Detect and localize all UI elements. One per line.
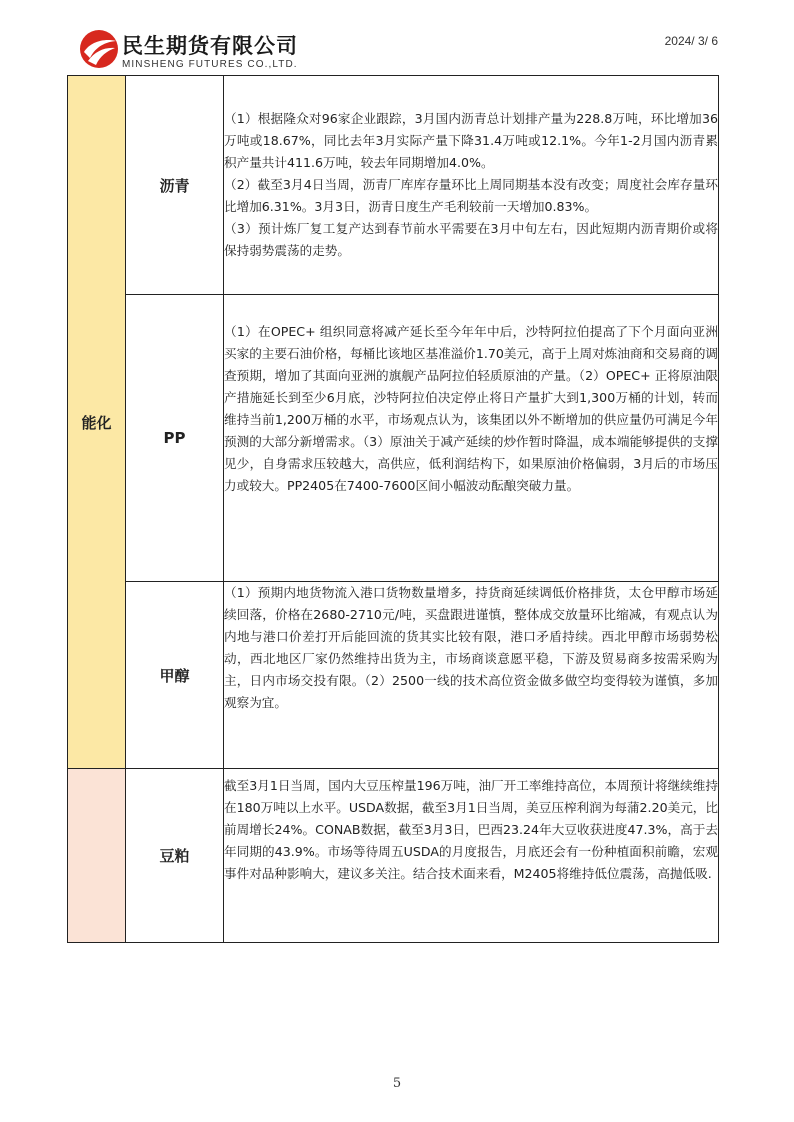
analysis-paragraph: （1）预期内地货物流入港口货物数量增多，持货商延续调低价格排货，太仓甲醇市场延续回落，价格在2680-2710元/吨，买盘跟进谨慎，整体成交放量环比缩减，有观点认为内地与港口价差打开后能回流的货其实比较有限，港口矛盾持续。西北甲醇市场弱势松动，西北地区厂家仍然维持出货为主，市场商谈意愿平稳，下游及贸易商多按需采购为主，日内市场交投有限。（2）2500一线的技术高位资金做多做空均变得较为谨慎，多加观察为宜。 [224, 585, 718, 710]
product-name: PP [163, 429, 186, 447]
table-row [68, 582, 719, 769]
table-row [68, 76, 719, 295]
sector-label-energy: 能化 [81, 413, 112, 432]
product-cell [126, 769, 224, 943]
page-header [78, 28, 718, 74]
product-name: 沥青 [159, 176, 190, 195]
sector-cell-agri [68, 769, 126, 943]
product-cell [126, 295, 224, 582]
analysis-cell [224, 295, 719, 582]
table-row [68, 769, 719, 943]
analysis-cell [224, 769, 719, 943]
minsheng-logo-icon [78, 28, 120, 70]
analysis-paragraph: （2）截至3月4日当周，沥青厂库库存量环比上周同期基本没有改变；周度社会库存量环比增加6.31%。3月3日，沥青日度生产毛利较前一天增加0.83%。 [224, 177, 718, 214]
product-cell [126, 76, 224, 295]
analysis-paragraph: （3）预计炼厂复工复产达到春节前水平需要在3月中旬左右，因此短期内沥青期价或将保持弱势震荡的走势。 [224, 221, 718, 258]
company-name-cn: 民生期货有限公司 [122, 34, 298, 58]
report-date: 2024/ 3/ 6 [664, 34, 718, 48]
product-cell [126, 582, 224, 769]
sector-cell-energy [68, 76, 126, 769]
company-name-en: MINSHENG FUTURES CO.,LTD. [122, 59, 298, 70]
analysis-paragraph: 截至3月1日当周，国内大豆压榨量196万吨，油厂开工率维持高位，本周预计将继续维持在180万吨以上水平。USDA数据，截至3月1日当周，美豆压榨利润为每蒲2.20美元，比前周增长24%。CONAB数据，截至3月3日，巴西23.24年大豆收获进度47.3%，高于去年同期的43.9%。市场等待周五USDA的月度报告，月底还会有一份种植面积前瞻，宏观事件对品种影响大，建议多关注。结合技术面来看，M2405将维持低位震荡，高抛低吸. [224, 778, 718, 881]
analysis-paragraph: （1）根据隆众对96家企业跟踪，3月国内沥青总计划排产量为228.8万吨，环比增加36万吨或18.67%，同比去年3月实际产量下降31.4万吨或12.1%。今年1-2月国内沥青累积产量共计411.6万吨，较去年同期增加4.0%。 [224, 111, 718, 170]
analysis-cell [224, 582, 719, 769]
analysis-cell [224, 76, 719, 295]
page-number: 5 [392, 1076, 402, 1091]
table-row [68, 295, 719, 582]
product-name: 豆粕 [159, 847, 190, 865]
analysis-paragraph: （1）在OPEC+ 组织同意将减产延长至今年年中后，沙特阿拉伯提高了下个月面向亚洲买家的主要石油价格，每桶比该地区基准溢价1.70美元，高于上周对炼油商和交易商的调查预期，增加了其面向亚洲的旗舰产品阿拉伯轻质原油的产量。（2）OPEC+ 正将原油限产措施延长到至少6月底，沙特阿拉伯决定停止将日产量扩大到1,300万桶的计划，转而维持当前1,200万桶的水平，市场观点认为，该集团以外不断增加的供应量仍可满足今年预测的大部分新增需求。（3）原油关于减产延续的炒作暂时降温，成本端能够提供的支撑见少，自身需求压较越大，高供应，低利润结构下，如果原油价格偏弱，3月后的市场压力或较大。PP2405在7400-7600区间小幅波动酝酿突破力量。 [224, 324, 719, 493]
commodity-analysis-table [67, 75, 719, 943]
product-name: 甲醇 [159, 666, 190, 685]
